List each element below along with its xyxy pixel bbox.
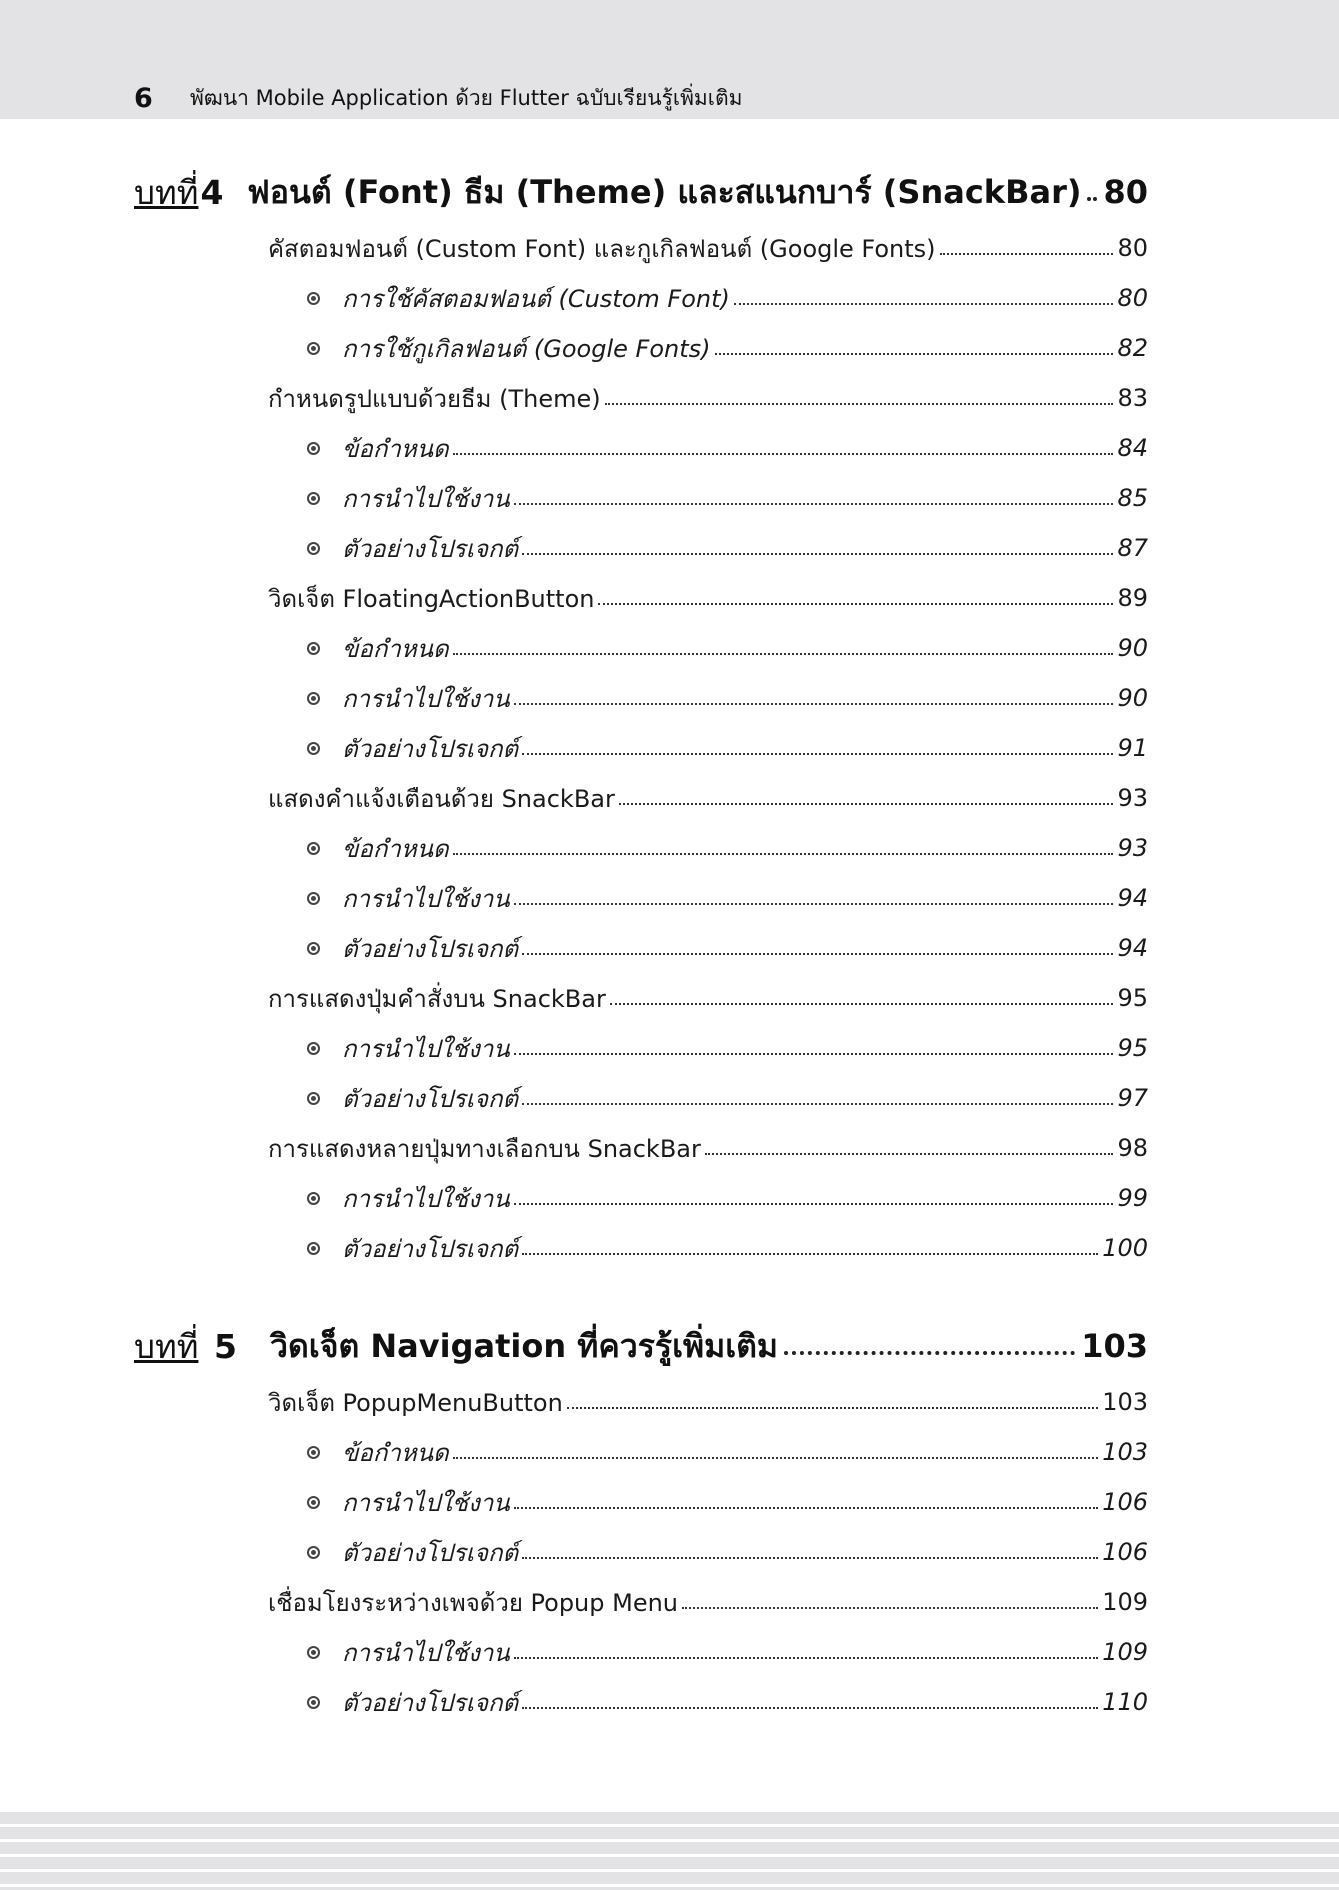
toc-entry[interactable] [268,974,1148,1022]
toc-subentry[interactable] [307,1174,1148,1222]
bullet-icon [307,742,320,755]
toc-subentry[interactable] [307,1528,1148,1576]
entry-page: 90 [1117,684,1148,712]
chapter-title: วิดเจ็ต Navigation ที่ควรรู้เพิ่มเติม [270,1326,779,1365]
entry-title: ข้อกำหนด [342,634,449,663]
entry-title: แสดงคำแจ้งเตือนด้วย SnackBar [268,784,615,813]
entry-title: การนำไปใช้งาน [342,1638,510,1667]
toc-subentry[interactable] [307,274,1148,322]
entry-page: 94 [1117,934,1148,962]
dot-leader [453,853,1114,855]
entry-page: 94 [1117,884,1148,912]
bullet-icon [307,1446,320,1459]
dot-leader [715,353,1114,355]
dot-leader [522,553,1113,555]
chapter-heading[interactable] [134,1318,1148,1374]
footer-band [0,1812,1339,1890]
bullet-icon [307,1242,320,1255]
entry-title: ข้อกำหนด [342,434,449,463]
entry-page: 98 [1117,1134,1148,1162]
dot-leader [514,1507,1098,1509]
entry-title: การนำไปใช้งาน [342,484,510,513]
entry-page: 100 [1102,1234,1148,1262]
bullet-icon [307,1042,320,1055]
chapter-label: บทที่ [134,172,199,212]
toc-subentry[interactable] [307,474,1148,522]
dot-leader [784,1351,1075,1355]
entry-page: 90 [1117,634,1148,662]
entry-page: 97 [1117,1084,1148,1112]
entry-page: 82 [1117,334,1148,362]
chapter-number: 5 [214,1326,237,1366]
book-title: พัฒนา Mobile Application ด้วย Flutter ฉบับเรียนรู้เพิ่มเติม [190,85,743,110]
dot-leader [514,703,1114,705]
toc-entry[interactable] [268,1378,1148,1426]
entry-page: 106 [1102,1488,1148,1516]
dot-leader [453,453,1114,455]
chapter-label: บทที่ [134,1326,199,1366]
entry-title: ข้อกำหนด [342,1438,449,1467]
entry-title: ตัวอย่างโปรเจกต์ [342,734,519,763]
toc-subentry[interactable] [307,1074,1148,1122]
entry-title: ตัวอย่างโปรเจกต์ [342,1538,519,1567]
entry-page: 89 [1117,584,1148,612]
dot-leader [522,1707,1098,1709]
entry-page: 85 [1117,484,1148,512]
entry-title: ตัวอย่างโปรเจกต์ [342,934,519,963]
entry-title: ตัวอย่างโปรเจกต์ [342,534,519,563]
dot-leader [705,1153,1114,1155]
entry-page: 93 [1117,784,1148,812]
entry-title: ตัวอย่างโปรเจกต์ [342,1234,519,1263]
entry-title: การใช้กูเกิลฟอนต์ (Google Fonts) [342,334,711,363]
entry-title: คัสตอมฟอนต์ (Custom Font) และกูเกิลฟอนต์ (Google Fonts) [268,234,936,263]
dot-leader [522,1557,1098,1559]
entry-page: 80 [1117,234,1148,262]
dot-leader [522,1103,1113,1105]
entry-title: ตัวอย่างโปรเจกต์ [342,1688,519,1717]
dot-leader [682,1607,1098,1609]
entry-page: 84 [1117,434,1148,462]
bullet-icon [307,942,320,955]
running-header [134,78,742,118]
bullet-icon [307,692,320,705]
dot-leader [514,903,1114,905]
dot-leader [567,1407,1098,1409]
toc-subentry[interactable] [307,424,1148,472]
chapter-heading[interactable] [134,164,1148,220]
toc-subentry[interactable] [307,674,1148,722]
dot-leader [514,503,1114,505]
toc-subentry[interactable] [307,824,1148,872]
toc-subentry[interactable] [307,1024,1148,1072]
toc-subentry[interactable] [307,1478,1148,1526]
bullet-icon [307,542,320,555]
toc-subentry[interactable] [307,1628,1148,1676]
entry-page: 87 [1117,534,1148,562]
toc-entry[interactable] [268,774,1148,822]
entry-title: การนำไปใช้งาน [342,884,510,913]
entry-page: 95 [1117,1034,1148,1062]
dot-leader [522,953,1113,955]
entry-title: การนำไปใช้งาน [342,1488,510,1517]
entry-page: 91 [1117,734,1148,762]
chapter-title-line [247,167,1148,218]
entry-title: วิดเจ็ต FloatingActionButton [268,584,595,613]
dot-leader [605,403,1114,405]
entry-title: การนำไปใช้งาน [342,684,510,713]
bullet-icon [307,642,320,655]
entry-title: การใช้คัสตอมฟอนต์ (Custom Font) [342,284,730,313]
bullet-icon [307,1192,320,1205]
bullet-icon [307,292,320,305]
entry-page: 95 [1117,984,1148,1012]
toc-subentry[interactable] [307,724,1148,772]
entry-page: 110 [1102,1688,1148,1716]
bullet-icon [307,1696,320,1709]
toc-subentry[interactable] [307,524,1148,572]
bullet-icon [307,492,320,505]
toc-subentry[interactable] [307,1224,1148,1272]
dot-leader [619,803,1114,805]
dot-leader [1087,197,1097,201]
toc-entry[interactable] [268,1578,1148,1626]
bullet-icon [307,842,320,855]
entry-page: 99 [1117,1184,1148,1212]
entry-page: 109 [1102,1588,1148,1616]
toc-entry[interactable] [268,224,1148,272]
toc-subentry[interactable] [307,1428,1148,1476]
chapter-page: 103 [1081,1327,1148,1365]
entry-title: การนำไปใช้งาน [342,1034,510,1063]
bullet-icon [307,442,320,455]
chapter-title: ฟอนต์ (Font) ธีม (Theme) และสแนกบาร์ (SnackBar) [247,172,1082,211]
entry-title: กำหนดรูปแบบด้วยธีม (Theme) [268,384,601,413]
dot-leader [453,653,1114,655]
dot-leader [514,1657,1098,1659]
toc-entry[interactable] [268,574,1148,622]
entry-title: การแสดงปุ่มคำสั่งบน SnackBar [268,984,606,1013]
dot-leader [734,303,1114,305]
bullet-icon [307,342,320,355]
entry-title: การแสดงหลายปุ่มทางเลือกบน SnackBar [268,1134,701,1163]
bullet-icon [307,1546,320,1559]
entry-page: 103 [1102,1388,1148,1416]
entry-page: 106 [1102,1538,1148,1566]
entry-page: 109 [1102,1638,1148,1666]
entry-page: 83 [1117,384,1148,412]
bullet-icon [307,892,320,905]
toc-entry[interactable] [268,374,1148,422]
chapter-title-line [270,1321,1148,1372]
toc-subentry[interactable] [307,1678,1148,1726]
entry-page: 103 [1102,1438,1148,1466]
dot-leader [522,753,1113,755]
bullet-icon [307,1496,320,1509]
entry-title: ตัวอย่างโปรเจกต์ [342,1084,519,1113]
entry-title: เชื่อมโยงระหว่างเพจด้วย Popup Menu [268,1588,679,1617]
entry-title: วิดเจ็ต PopupMenuButton [268,1388,563,1417]
dot-leader [522,1253,1098,1255]
toc-subentry[interactable] [307,624,1148,672]
dot-leader [598,603,1113,605]
entry-page: 80 [1117,284,1148,312]
toc-subentry[interactable] [307,924,1148,972]
bullet-icon [307,1646,320,1659]
toc-subentry[interactable] [307,324,1148,372]
dot-leader [514,1203,1114,1205]
chapter-page: 80 [1103,173,1148,211]
dot-leader [940,253,1114,255]
toc-subentry[interactable] [307,874,1148,922]
toc-entry[interactable] [268,1124,1148,1172]
dot-leader [610,1003,1114,1005]
dot-leader [453,1457,1099,1459]
bullet-icon [307,1092,320,1105]
entry-page: 93 [1117,834,1148,862]
entry-title: ข้อกำหนด [342,834,449,863]
page-number: 6 [134,82,153,114]
chapter-number: 4 [200,172,224,212]
entry-title: การนำไปใช้งาน [342,1184,510,1213]
dot-leader [514,1053,1114,1055]
